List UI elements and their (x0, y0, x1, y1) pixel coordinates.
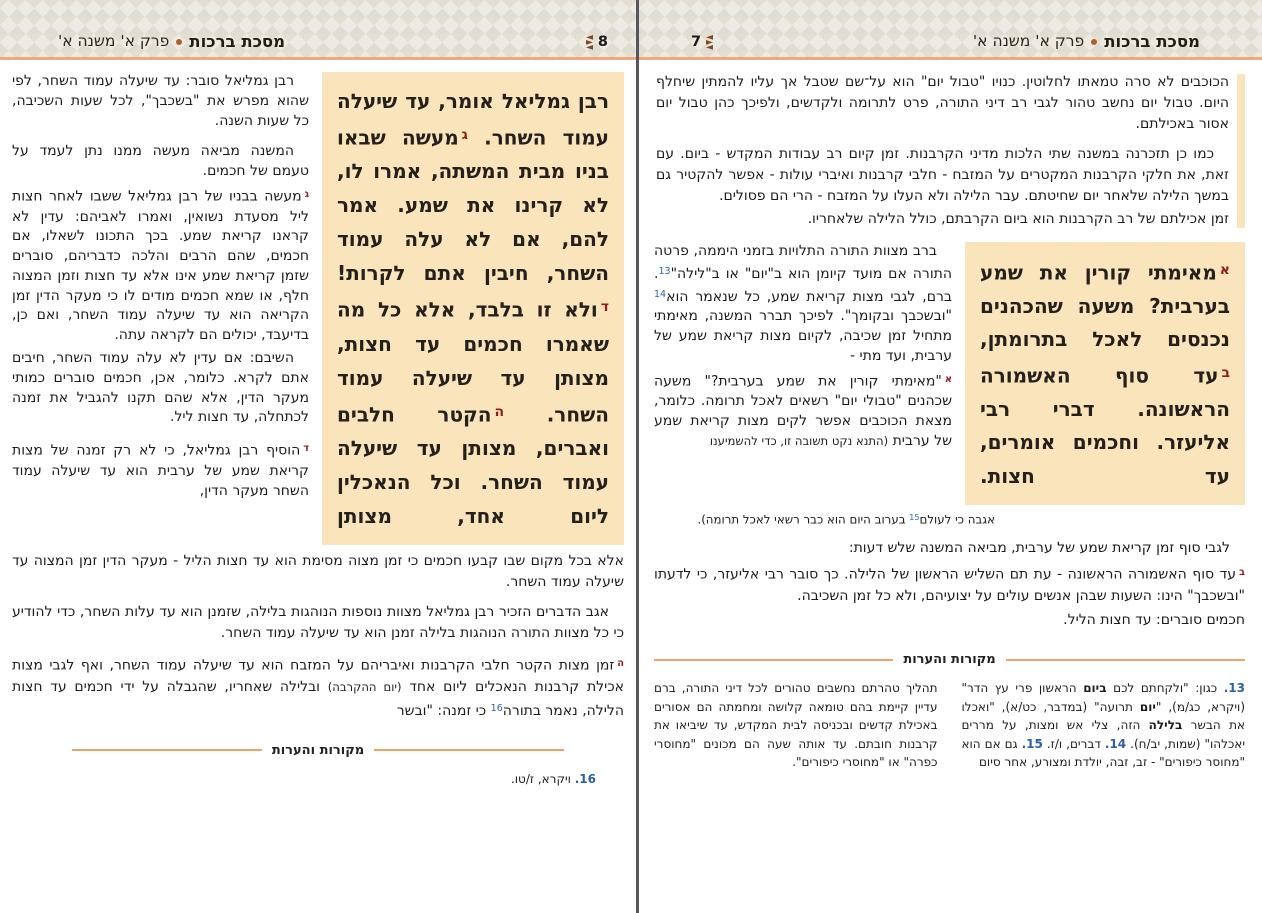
commentary-column (12, 72, 309, 504)
parenthetical-continuation: אגבה כי לעולם$^{15}$ בערוב היום הוא כבר רשאי לאכל תרומה). (697, 512, 995, 527)
footnote-column-right: 13. כגון: "ולקחתם לכם ביום הראשון פרי עץ הדר" (ויקרא, כג/מ), "יום תרועה" (במדבר, כט/א), "ואכלו את הבשר בלילה הזה, צלי אש ומצות, על מררים יאכלהו" (שמות, יב/ח). 14. דברים, ו/ז. 15. גם אם הוא "מחוסר כיפורים" - זב, זבה, יולדת ומצורע, אחר סיום (961, 681, 1246, 770)
paragraph: חכמים סוברים: עד חצות הליל. (1063, 612, 1245, 629)
page-header (639, 0, 1262, 60)
footnotes-section (12, 740, 624, 788)
header-title (972, 31, 1200, 51)
paragraph: ברב מצוות התורה התלויות בזמני היממה, פרטה התורה אם מועד קיומן הוא ב"יום" או ב"לילה"$^{13}$. ברם, לגבי מצות קריאת שמע, כל שנאמר הוא$^{14}$ "ובשכבך ובקומך". לפיכך תברר המשנה, מאימתי מתחיל זמן שכיבה, לקיום מצות קריאת שמע של ערבית, ועד מתי - (654, 243, 952, 364)
commentary-column (654, 242, 952, 455)
paragraph: $^ב$עד סוף האשמורה הראשונה - עת תם השליש הראשון של הלילה. כך סובר רבי אליעזר, כי לדעתו "ובשכבך" הינו: השעות שבהן אנשים עולים על יצועיהם, ולא כל זמן השכיבה. (654, 567, 1245, 605)
header-separator-dot-icon (176, 39, 182, 45)
footnote-line: 16. ויקרא, ז/טו. (510, 771, 596, 786)
mishnah-continuation-stripe (1237, 74, 1245, 228)
footnotes-header (12, 740, 624, 761)
header-separator-dot-icon (1091, 39, 1097, 45)
page-number-group (585, 35, 608, 50)
footnotes-section (654, 649, 1245, 772)
header-title (58, 31, 286, 51)
paragraph: המשנה מביאה מעשה ממנו נתן לעמד על טעמם של חכמים. (12, 143, 309, 180)
footnote-rule (654, 659, 893, 661)
footnote-column-left: תהליך טהרתם נחשבים טהורים לכל דיני התורה, ברם עדיין קיימת בהם טומאה קלושה ומחמתה הם אסורים באכילת קדשים ובכניסה לבית המקדש, עד שיביאו את קרבנות חובתם. עד אותה שעה הם מכונים "מחוסרי כפרה" או "מחוסרי כיפורים". (654, 681, 938, 770)
footnote-columns (654, 679, 1245, 772)
page-header (0, 0, 636, 60)
paragraph: רבן גמליאל סובר: עד שיעלה עמוד השחר, לפי שהוא מפרש את "בשכבך", לכל שעות השכיבה, כל שעות השנה. (12, 73, 309, 129)
page-content (0, 72, 636, 788)
header-title-chapter: פרק א' משנה א' (972, 32, 1085, 50)
mishnah-box: רבן גמליאל אומר, עד שיעלה עמוד השחר. $^ג$מעשה שבאו בניו מבית המשתה, אמרו לו, לא קרינו את שמע. אמר להם, אם לא עלה עמוד השחר, חיבין אתם לקרות! $^ד$ולא זו בלבד, אלא כל מה שאמרו חכמים עד חצות, מצותן עד שיעלה עמוד השחר. $^ה$הקטר חלבים ואברים, מצותן עד שיעלה עמוד השחר. וכל הנאכלין ליום אחד, מצותן (322, 72, 624, 545)
paragraph: זמן אכילתם של רב הקרבנות הוא ביום הקרבתם, כולל הלילה שלאחריו. (807, 211, 1229, 227)
page-number-group (691, 35, 714, 50)
page-ornament-icon (585, 35, 594, 50)
mishnah-box: $^א$מאימתי קורין את שמע בערבית? משעה שהכהנים נכנסים לאכל בתרומתן, $^ב$עד סוף האשמורה הראשונה. דברי רבי אליעזר. וחכמים אומרים, עד חצות. (965, 242, 1245, 505)
paragraph: לגבי סוף זמן קריאת שמע של ערבית, מביאה המשנה שלש דעות: (848, 540, 1230, 557)
page-content (639, 72, 1262, 772)
continuation-paragraphs (654, 538, 1245, 631)
page-ornament-icon (705, 35, 714, 50)
header-title-chapter: פרק א' משנה א' (58, 32, 170, 50)
paragraph: $^ג$מעשה בבניו של רבן גמליאל ששבו לאחר חצות ליל מסעדת נשואין, ואמרו לאביהם: עדין לא קראנו קריאת שמע. בכך התכונו לשאלו, אם חכמים, שהם הרבים והלכה כדבריהם, סוברים שזמן קריאת שמע אינו אלא עד חצות וזמן המצוה חלף, או שמא חכמים מודים לו כי מעקר הדין זמן הקריאה הוא עד שיעלה עמוד השחר, ואם כן, בדיעבד, יכולים הם לקראה עתה. (12, 188, 309, 344)
page-number: 8 (597, 34, 608, 51)
right-page (639, 0, 1262, 913)
paragraph: הכוכבים לא סרה טמאתו לחלוטין. כנויו "טבול יום" הוא על־שם שטבל אך עליו להמתין שיחלף היום. טבול יום נחשב טהור לגבי רב דיני התורה, פרט לתרומה ולקדשים, ולפיכך כהן טבול יום אסור באכילתם. (656, 74, 1229, 132)
paragraph: כמו כן תזכרנה במשנה שתי הלכות מדיני הקרבנות. זמן קיום רב עבודות המקדש - ביום. עם זאת, את חלקי הקרבנות המקטרים על המזבח - חלבי קרבנות ואיברי עולות - אפשר להקטיר גם במשך הלילה שלאחר יום שחיטתם. עבר הלילה ולא העלו על המזבח - הרי הם פסולים. (656, 146, 1229, 204)
paragraph: השיבם: אם עדין לא עלה עמוד השחר, חיבים אתם לקרא. כלומר, אכן, חכמים סוברים כמותי מעקר הדין, אלא שהם תקנו להגביל את זמנה לכתחלה, עד חצות ליל. (12, 350, 309, 426)
continuation-paragraphs (12, 551, 624, 722)
footnotes-title: מקורות והערות (271, 742, 365, 758)
main-columns (654, 242, 1245, 505)
footnotes-header (654, 649, 1245, 670)
paragraph: $^ד$הוסיף רבן גמליאל, כי לא רק זמנה של מצות קריאת שמע של ערבית הוא עד שיעלה עמוד השחר מעקר הדין, (12, 442, 309, 499)
header-title-tractate: מסכת ברכות (189, 31, 286, 51)
paragraph: $^א$"מאימתי קורין את שמע בערבית?" משעה שכהנים "טבולי יום" רשאים לאכל תרומה. כלומר, מצאת הכוכבים אפשר לקים מצות קריאת שמע של ערבית (התנא נקט תשובה זו, כדי להשמיענו (654, 373, 952, 449)
main-columns (12, 72, 624, 545)
footnotes-title: מקורות והערות (903, 652, 996, 668)
footnote-rule (1006, 659, 1245, 661)
footnote-rule (72, 749, 262, 751)
header-title-tractate: מסכת ברכות (1104, 31, 1200, 51)
paragraph: אלא בכל מקום שבו קבעו חכמים כי זמן מצוה מסימת הוא עד חצות הליל - מעקר הדין זמן המצוה עד שיעלה עמוד השחר. (12, 552, 624, 590)
footnote-rule (374, 749, 564, 751)
paragraph: אגב הדברים הזכיר רבן גמליאל מצוות נוספות הנוהגות בלילה, שזמנן הוא עד עלות השחר, כדי להודיע כי כל מצוות התורה הנוהגות בלילה זמנן הוא עד שיעלה עמוד השחר. (12, 603, 624, 641)
page-number: 7 (691, 34, 702, 51)
page-gutter-divider (636, 0, 639, 913)
paragraph: $^ה$זמן מצות הקטר חלבי הקרבנות ואיבריהם על המזבח הוא עד שיעלה עמוד השחר, ואף לגבי מצות אכילת קרבנות הנאכלים ליום אחד (יום ההקרבה) ובלילה שאחריו, שהגבלה על ידי חכמים עד חצות הלילה, נאמר בתורה$^{16}$ כי זמנה: "ובשר (12, 657, 625, 719)
intro-block (654, 72, 1245, 230)
